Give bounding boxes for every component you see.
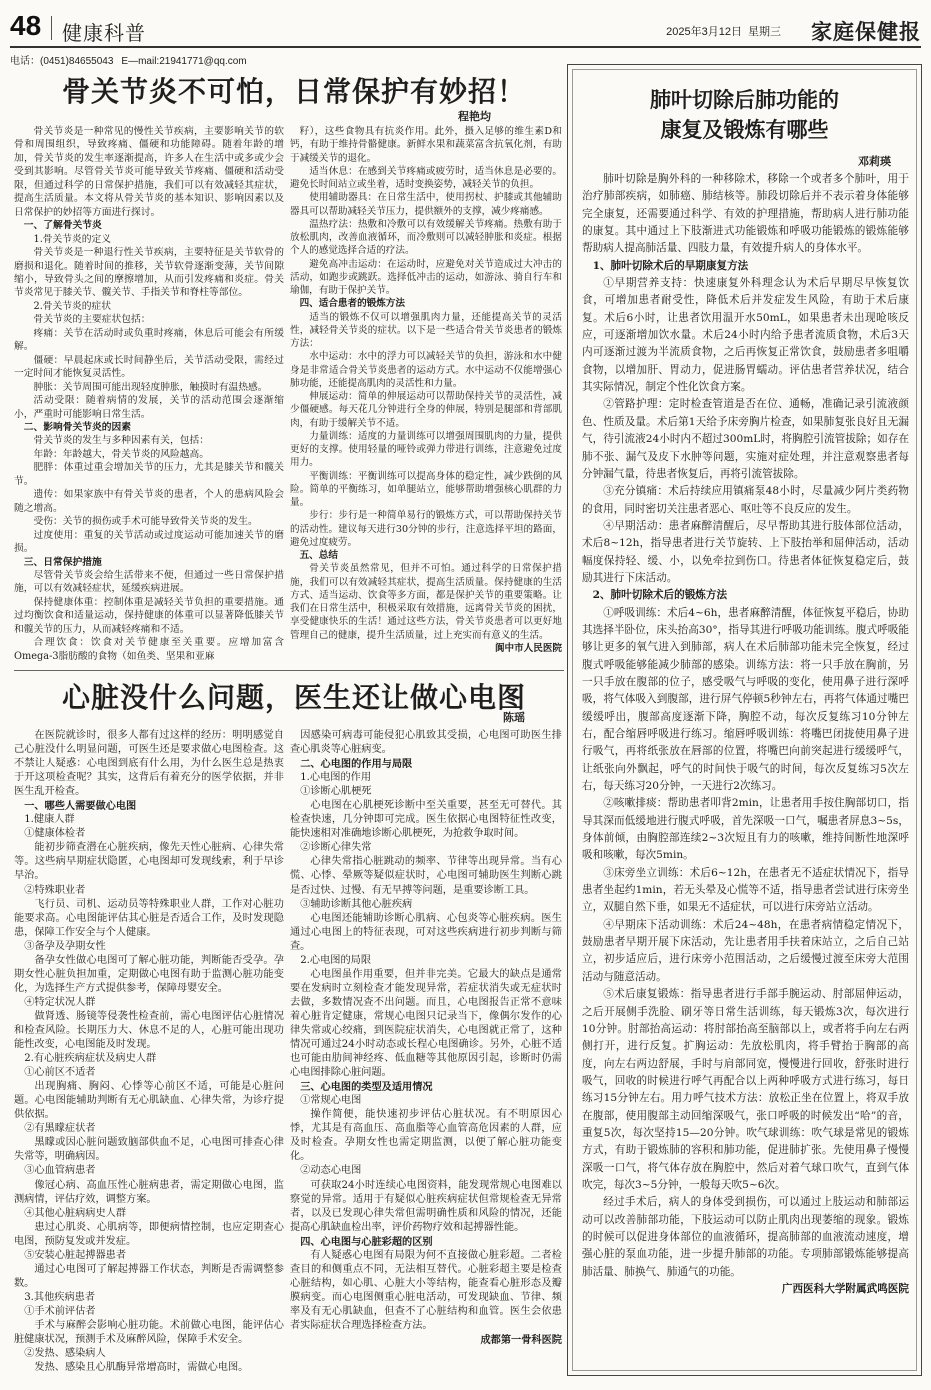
paragraph: 因感染可病毒可能侵犯心肌致其受损，心电图可助医生排查心肌炎等心脏病变。 <box>290 730 562 756</box>
article-body-column <box>14 125 284 665</box>
paragraph: ③辅助诊断其他心脏疾病 <box>300 898 413 910</box>
paragraph: 骨关节炎是一种常见的慢性关节疾病，主要影响关节的软骨和周围组织，导致疼痛、僵硬和功能障碍。随着年龄的增加，骨关节炎的发生率逐渐提高，许多人在生活中或多或少会受到其影响。尽管骨关节炎可能导致关节疼痛、僵硬和活动受限，但通过科学的日常保护措施，我们可以有效减轻其症状，提高生活质量。本文将从骨关节炎的基本知识、影响因素以及日常保护的妙招等方面进行探讨。 <box>14 126 284 218</box>
email-text: E—mail:21941771@qq.com <box>121 56 247 67</box>
paragraph: 肿胀：关节周围可能出现轻度肿胀，触摸时有温热感。 <box>33 381 268 393</box>
weekday-text: 星期三 <box>748 26 781 38</box>
paragraph: 力量训练：适度的力量训练可以增强周围肌肉的力量，提供更好的支撑。使用轻量的哑铃或弹力带进行训练，注意避免过度用力。 <box>290 430 562 469</box>
paragraph: ①手术前评估者 <box>24 1305 96 1317</box>
section-name: 健康科普 <box>62 21 146 45</box>
article-body-column <box>14 729 284 1377</box>
section-divider <box>14 670 564 671</box>
paragraph: 骨关节炎虽然常见，但并不可怕。通过科学的日常保护措施，我们可以有效减轻其症状，提高生活质量。保持健康的生活方式、适当运动、饮食等多方面，都是保护关节的重要策略。让我们在日常生活中，积极采取有效措施，远离骨关节炎的困扰，享受健康快乐的生活！通过这些方法，骨关节炎患者可以更好地管理自己的健康，提升生活质量，过上充实而有意义的生活。 <box>290 563 562 641</box>
paragraph: 操作简便，能快速初步评估心脏状况。有不明原因心悸，尤其是有高血压、高血脂等心血管高危因素的人群，应及时检查。孕期女性也需定期监测，以便了解心脏功能变化。 <box>290 1109 562 1163</box>
paragraph: 1.骨关节炎的定义 <box>33 233 112 245</box>
paragraph: 心律失常指心脏跳动的频率、节律等出现异常。当有心慌、心悸、晕厥等疑似症状时，心电图可辅助医生判断心跳是否过快、过慢、有无早搏等问题，是重要诊断工具。 <box>290 856 562 896</box>
section-heading: 三、日常保护措施 <box>23 556 102 568</box>
paragraph: 像冠心病、高血压性心脏病患者，需定期做心电图，监测病情，评估疗效，调整方案。 <box>14 1179 284 1205</box>
paragraph: 伸展运动：简单的伸展运动可以帮助保持关节的灵活性，减少僵硬感。每天花几分钟进行全身的伸展，特别是腿部和背部肌肉，有助于缓解关节不适。 <box>290 391 562 429</box>
section-heading: 1、肺叶切除术后的早期康复方法 <box>592 259 749 272</box>
paragraph: 平衡训练：平衡训练可以提高身体的稳定性，减少跌倒的风险。简单的平衡练习，如单腿站立，能够帮助增强核心肌群的力量。 <box>290 470 562 508</box>
paragraph: 经过手术后，病人的身体受到损伤，可以通过上肢运动和肺部运动可以改善肺部功能，下肢运动可以防止肌肉出现萎缩的现象。锻炼的时候可以促进身体部位的血液循环，提高肺部的血液流动速度，增强心脏的泵血功能，进一步提升肺部的功能。专项肺部锻炼能够提高肺活量、肺换气、肺通气的功能。 <box>582 1196 909 1278</box>
paragraph: ⑤安装心脏起搏器患者 <box>24 1249 127 1261</box>
paragraph: 保持健康体重：控制体重是减轻关节负担的重要措施。通过均衡饮食和适量运动，保持健康的体重可以显著降低膝关节和髋关节的压力，从而减轻疼痛和不适。 <box>14 596 284 635</box>
sidebar-article-box <box>567 64 922 1376</box>
paragraph: 出现胸痛、胸闷、心悸等心前区不适，可能是心脏问题。心电图能辅助判断有无心肌缺血、心律失常，为诊疗提供依据。 <box>14 1081 284 1121</box>
paragraph: 做肾透、肠镜等侵袭性检查前，需心电图评估心脏情况和检查风险。长期压力大、休息不足的人，心脏可能出现功能性改变，心电图能及时发现。 <box>14 1010 284 1051</box>
paragraph: ①健康体检者 <box>24 828 86 840</box>
paragraph: 水中运动：水中的浮力可以减轻关节的负担，游泳和水中健身是非常适合骨关节炎患者的运动方式。水中运动不仅能增强心肺功能，还能提高肌肉的灵活性和力量。 <box>290 351 562 389</box>
paragraph: 年龄：年龄越大，骨关节炎的风险越高。 <box>33 448 209 460</box>
article-author: 程艳均 <box>458 110 491 123</box>
paragraph: ①诊断心肌梗死 <box>300 786 372 798</box>
paragraph: ②特殊职业者 <box>24 884 86 896</box>
paragraph: 2.骨关节炎的症状 <box>33 300 112 312</box>
paragraph: ③备孕及孕期女性 <box>24 940 106 952</box>
paragraph: 合理饮食：饮食对关节健康至关重要。应增加富含Omega-3脂肪酸的食物（如鱼类、坚果和亚麻 <box>14 637 284 662</box>
paragraph: ①常规心电图 <box>300 1095 362 1107</box>
paragraph: 尽管骨关节炎会给生活带来不便，但通过一些日常保护措施，可以有效减轻症状，延缓疾病进展。 <box>14 569 284 595</box>
paragraph: 通过心电图可了解起搏器工作状态，判断是否需调整参数。 <box>14 1263 284 1289</box>
paragraph: 骨关节炎的发生与多种因素有关，包括： <box>33 435 209 447</box>
section-heading: 一、了解骨关节炎 <box>23 220 102 232</box>
paragraph: ①心前区不适者 <box>24 1067 96 1079</box>
paragraph: ②诊断心律失常 <box>300 842 372 854</box>
newspaper-name: 家庭保健报 <box>811 19 921 44</box>
phone-text: 电话：(0451)84655043 <box>10 56 114 67</box>
paragraph: 患过心肌炎、心肌病等，即便病情控制，也应定期查心电图，预防复发或并发症。 <box>14 1221 284 1247</box>
masthead <box>10 8 921 48</box>
paragraph: 飞行员、司机、运动员等特殊职业人群，工作对心脏功能要求高。心电图能评估其心脏是否适合工作，及时发现隐患，保障工作安全与个人健康。 <box>14 898 284 938</box>
section-heading: 2、肺叶切除术后的锻炼方法 <box>592 589 728 602</box>
paragraph: 疼痛：关节在活动时或负重时疼痛，休息后可能会有所缓解。 <box>14 327 284 353</box>
paragraph: 温热疗法：热敷和冷敷可以有效缓解关节疼痛。热敷有助于放松肌肉，改善血液循环，而冷敷则可以减轻肿胀和炎症。根据个人的感觉选择合适的疗法。 <box>290 218 562 257</box>
section-heading: 二、影响骨关节炎的因素 <box>23 421 131 433</box>
paragraph: 2.心电图的局限 <box>300 954 372 966</box>
paragraph: ②管路护理：定时检查管道是否在位、通畅，准确记录引流液颜色、性质及量。术后第1天给予床旁胸片检查，如果肺复张良好且无漏气，待引流液24小时内不超过300mL时，将胸腔引流管拔除；如存在肺不张、漏气及皮下水肿等问题，实施对症处理，并注意观察患者每分钟漏气量，待患者恢复后，再将引流管拔除。 <box>582 398 909 480</box>
paragraph: ④早期活动：患者麻醉清醒后，尽早帮助其进行肢体部位活动，术后8~12h，指导患者进行关节旋转、上下肢抬举和屈伸活动，活动幅度保持轻、缓、小，以免牵拉到伤口。待患者体征恢复稳定后，鼓励其进行下床活动。 <box>582 519 909 584</box>
paragraph: ③充分镇痛：术后持续应用镇痛泵48小时，尽量减少阿片类药物的食用，同时密切关注患者恶心、呕吐等不良反应的发生。 <box>582 485 909 515</box>
paragraph: 有人疑惑心电图有局限为何不直接做心脏彩超。二者检查目的和侧重点不同，无法相互替代。心脏彩超主要是检查心脏结构，如心肌、心脏大小等结构，能查看心脏形态及瓣膜病变。而心电图侧重心脏电活动，可发现缺血、节律、频率及有无心肌缺血，但查不了心脏结构和血管。医生会依患者实际症状合理选择检查方法。 <box>290 1249 562 1331</box>
masthead-divider <box>51 16 52 40</box>
paragraph: 籽），这些食物具有抗炎作用。此外，摄入足够的维生素D和钙，有助于维持骨骼健康。新鲜水果和蔬菜富含抗氧化剂，有助于减缓关节的退化。 <box>290 126 562 164</box>
paragraph: ④早期床下活动训练：术后24~48h，在患者病情稳定情况下，鼓励患者早期开展下床活动，先让患者用手扶着床站立，之后自己站立，初步适应后，进行床旁小范围活动，之后缓慢过渡至床旁大范围活动与随意活动。 <box>582 918 909 983</box>
paragraph: 过度使用：重复的关节活动或过度运动可能加速关节的磨损。 <box>14 529 284 555</box>
paragraph: ⑤术后康复锻炼：指导患者进行手部手腕运动、肘部屈伸运动，之后开展侧手洗脸、刷牙等日常生活训练，每天锻炼3次，每次进行10分钟。肘部抬高运动：将肘部抬高至脑部以上，或者将手向左右两侧打开，进行反复。扩胸运动：先放松肌肉，将手臂抬于胸部的高度，向左右两边舒展，手时与肩部同宽，慢慢进行回收，舒张时进行吸气，回收的时候进行呼气再配合以上两种呼吸方式进行练习，每日练习15分钟左右。用力呼气技术方法：放松正坐在位置上，将双手放在腹部，使用腹部主动回缩深吸气，张口呼吸的时候发出“哈”的音，重复5次，每次坚持15—20分钟。吹气球训练：吹气球是常见的锻炼方式，有助于锻炼肺的容积和肺功能，促进肺扩张。先使用鼻子慢慢深吸一口气，将气体存放在胸腔中，然后对着气球口吹气，直到气体吹完，每次3~5分钟，一般每天吹5~6次。 <box>582 988 909 1191</box>
paragraph: 1.心电图的作用 <box>300 772 372 784</box>
paragraph: 肥胖：体重过重会增加关节的压力，尤其是膝关节和髋关节。 <box>14 462 284 487</box>
paragraph: 僵硬：早晨起床或长时间静坐后，关节活动受限，需经过一定时间才能恢复灵活性。 <box>14 354 284 380</box>
paragraph: ②动态心电图 <box>300 1165 362 1177</box>
section-heading: 三、心电图的类型及适用情况 <box>300 1081 433 1094</box>
paragraph: 活动受限：随着病情的发展，关节的活动范围会逐渐缩小，严重时可能影响日常生活。 <box>14 395 284 420</box>
paragraph: 备孕女性做心电图可了解心脏功能，判断能否受孕。孕期女性心脏负担加重，定期做心电图有助于监测心脏功能变化，为选择生产方式提供参考，保障母婴安全。 <box>14 954 284 994</box>
paragraph: 遗传：如果家族中有骨关节炎的患者，个人的患病风险会随之增高。 <box>14 489 284 514</box>
paragraph: ②咳嗽排痰：帮助患者叩背2min，让患者用手按住胸部切口，指导其深而低缓地进行腹式呼吸，首先深吸一口气，嘱患者屏息3~5s，身体前倾，由胸腔部连续2~3次短且有力的咳嗽，维持间断性地深呼吸和咳嗽，每次5min。 <box>582 797 909 862</box>
sidebar-article-title <box>568 85 921 145</box>
paragraph: 骨关节炎的主要症状包括： <box>33 314 151 326</box>
author-affiliation: 成都第一骨科医院 <box>480 1334 562 1347</box>
paragraph: 步行：步行是一种简单易行的锻炼方式，可以帮助保持关节的活动性。建议每天进行30分钟的步行，注意选择平坦的路面，避免过度疲劳。 <box>290 510 562 548</box>
paragraph: 3.其他疾病患者 <box>24 1291 96 1303</box>
sidebar-article-author: 邓莉瑛 <box>858 155 891 168</box>
article-title: 骨关节炎不可怕，日常保护有妙招！ <box>61 75 526 108</box>
section-heading: 四、心电图与心脏彩超的区别 <box>300 1235 433 1248</box>
issue-date <box>660 23 781 39</box>
section-heading: 二、心电图的作用与局限 <box>300 758 413 771</box>
page-number: 48 <box>10 10 42 41</box>
sidebar-title-line: 康复及锻炼有哪些 <box>660 117 829 142</box>
paragraph: 在医院就诊时，很多人都有过这样的经历：明明感觉自己心脏没什么明显问题，可医生还是要求做心电图检查。这不禁让人疑惑：心电图到底有什么用，为什么医生总是热衷于开这项检查呢？其实，这背后有着充分的医学依据，并非医生乱开检查。 <box>14 730 284 798</box>
paragraph: ②发热、感染病人 <box>24 1348 106 1360</box>
paragraph: 骨关节炎是一种退行性关节疾病，主要特征是关节软骨的磨损和退化。随着时间的推移，关节软骨逐渐变薄，关节间隙缩小，导致骨头之间的摩擦增加，从而引发疼痛和炎症。骨关节炎常见于膝关节、髋关节、手指关节和脊柱等部位。 <box>14 247 284 299</box>
paragraph: 心电图虽作用重要，但并非完美。它最大的缺点是通常要在发病时立刻检查才能发现异常，若症状消失或无症状时去做，多数情况查不出问题。而且，心电图报告正常不意味着心脏肯定健康，常规心电图只记录当下，像偶尔发作的心律失常或心绞痛，到医院症状消失，心电图就正常了，这种情况可通过24小时动态或长程心电图确诊。另外，心脏不适也可能由肋间神经疼、低血糖等其他原因引起，诊断时仍需心电图排除心脏问题。 <box>290 968 562 1079</box>
author-affiliation: 阆中市人民医院 <box>494 642 562 654</box>
paragraph: 2.有心脏疾病症状及病史人群 <box>24 1053 157 1065</box>
article-title: 心脏没什么问题，医生还让做心电图 <box>61 681 526 714</box>
author-affiliation: 广西医科大学附属武鸣医院 <box>781 1283 909 1295</box>
paragraph: 使用辅助器具：在日常生活中，使用拐杖、护膝或其他辅助器具可以帮助减轻关节压力，提供额外的支撑，减少疼痛感。 <box>290 192 562 217</box>
paragraph: ②有黑矇症状者 <box>24 1123 96 1135</box>
paragraph: 黑矇或因心脏问题致脑部供血不足，心电图可排查心律失常等，明确病因。 <box>14 1137 284 1163</box>
paragraph: 1.健康人群 <box>24 814 75 826</box>
section-heading: 四、适合患者的锻炼方法 <box>299 298 405 310</box>
paragraph: 发热、感染且心肌酶异常增高时，需做心电图。 <box>34 1362 249 1374</box>
article-body-column <box>290 729 562 1377</box>
article-author: 陈瑶 <box>503 711 525 724</box>
paragraph: 心电图还能辅助诊断心肌病、心包炎等心脏疾病。医生通过心电图上的特征表现，可对这些疾病进行初步判断与筛查。 <box>290 912 562 952</box>
paragraph: 适当的锻炼不仅可以增强肌肉力量，还能提高关节的灵活性，减轻骨关节炎的症状。以下是一些适合骨关节炎患者的锻炼方法： <box>290 311 562 349</box>
paragraph: 肺叶切除是胸外科的一种移除术，移除一个或者多个肺叶，用于治疗肺部疾病，如肺癌、肺结核等。肺段切除后并不表示着身体能够完全康复，还需要通过科学、有效的护理措施，帮助病人进行肺功能的康复。其中通过上下肢渐进式功能锻炼和呼吸功能锻炼的锻炼能够帮助病人提高肺活量、四肢力量，有效提升病人的身体水平。 <box>582 173 909 255</box>
article-body-column <box>290 125 562 665</box>
paragraph: ④特定状况人群 <box>24 996 96 1008</box>
paragraph: 可获取24小时连续心电图资料，能发现常规心电图难以察觉的异常。适用于有疑似心脏疾病症状但常规检查无异常者，以及已发现心律失常但需明确性质和风险的情况，还能提高心肌缺血检出率，评价药物疗效和起搏器性能。 <box>290 1179 562 1233</box>
section-heading: 一、哪些人需要做心电图 <box>24 800 137 813</box>
paragraph: 受伤：关节的损伤或手术可能导致骨关节炎的发生。 <box>33 516 258 528</box>
paragraph: ④其他心脏病病史人群 <box>24 1207 127 1219</box>
paragraph: ③床旁坐立训练：术后6~12h，在患者无不适症状情况下，指导患者坐起约1min，若无头晕及心慌等不适，指导患者尝试进行床旁坐立，双腿自然下垂，如果无不适症状，可以进行床旁站立活动。 <box>582 866 909 914</box>
paragraph: 避免高冲击运动：在运动时，应避免对关节造成过大冲击的活动，如跑步或跳跃。选择低冲击的运动，如游泳、骑自行车和瑜伽，有助于保护关节。 <box>290 258 562 296</box>
contact-line <box>10 52 255 67</box>
paragraph: ①呼吸训练：术后4~6h，患者麻醉清醒，体征恢复平稳后，协助其选择半卧位，床头抬高30°，指导其进行呼吸功能训练。腹式呼吸能够让更多的氧气进入到肺部，病人在术后肺部功能未完全恢复，经过腹式呼吸能够能减少肺部的感染。训练方法：将一只手放在胸前，另一只手放在腹部的位子，感受吸气与呼吸的变化，使用鼻子进行深呼吸，将气体吸入到腹部，进行屏气停顿5秒钟左右，再将气体通过嘴巴缓缓呼出，腹部高度逐渐下降，胸腔不动，每次反复练习10分钟左右，配合缩唇呼吸进行练习。缩唇呼吸训练：将嘴巴闭拢使用鼻子进行吸气，再将纸张放在唇部的位置，将嘴巴向前突起进行缓缓呼气，让纸张向外飘起，呼气的时间快于吸气的时间，每次反复练习5次左右，每天练习20分钟，一天进行2次练习。 <box>582 606 909 793</box>
paragraph: 手术与麻醉会影响心脏功能。术前做心电图，能评估心脏健康状况，预测手术及麻醉风险，保障手术安全。 <box>14 1319 284 1346</box>
date-text: 2025年3月12日 <box>666 26 742 38</box>
paragraph: 心电图在心肌梗死诊断中至关重要，甚至无可替代。其检查快速，几分钟即可完成。医生依据心电图特征性改变，能快速相对准确地诊断心肌梗死，为抢救争取时间。 <box>290 800 562 840</box>
sidebar-article-body <box>582 171 909 1367</box>
paragraph: ①早期营养支持：快速康复外科理念认为术后早期尽早恢复饮食，可增加患者耐受性，降低术后并发症发生风险，有助于术后康复。术后6小时，让患者饮用温开水50mL，如果患者未出现呛咳反应，可逐渐增加饮水量。术后24小时内给予患者流质食物，术后3天内可逐渐过渡为半流质食物，之后再恢复正常饮食，鼓励患者多咀嚼食物，以增加肝、胃动力，促进肠胃蠕动。评估患者营养状况，结合其实际情况，制定个性化饮食方案。 <box>582 277 909 394</box>
paragraph: ③心血管病患者 <box>24 1165 96 1177</box>
sidebar-title-line: 肺叶切除后肺功能的 <box>650 87 839 112</box>
paragraph: 能初步筛查潜在心脏疾病，像先天性心脏病、心律失常等。这些病早期症状隐匿，心电图却可发现线索，利于早诊早治。 <box>14 842 284 882</box>
paragraph: 适当休息：在感到关节疼痛或疲劳时，适当休息是必要的。避免长时间站立或坐着，适时变换姿势，减轻关节的负担。 <box>290 165 562 190</box>
section-heading: 五、总结 <box>299 550 338 561</box>
